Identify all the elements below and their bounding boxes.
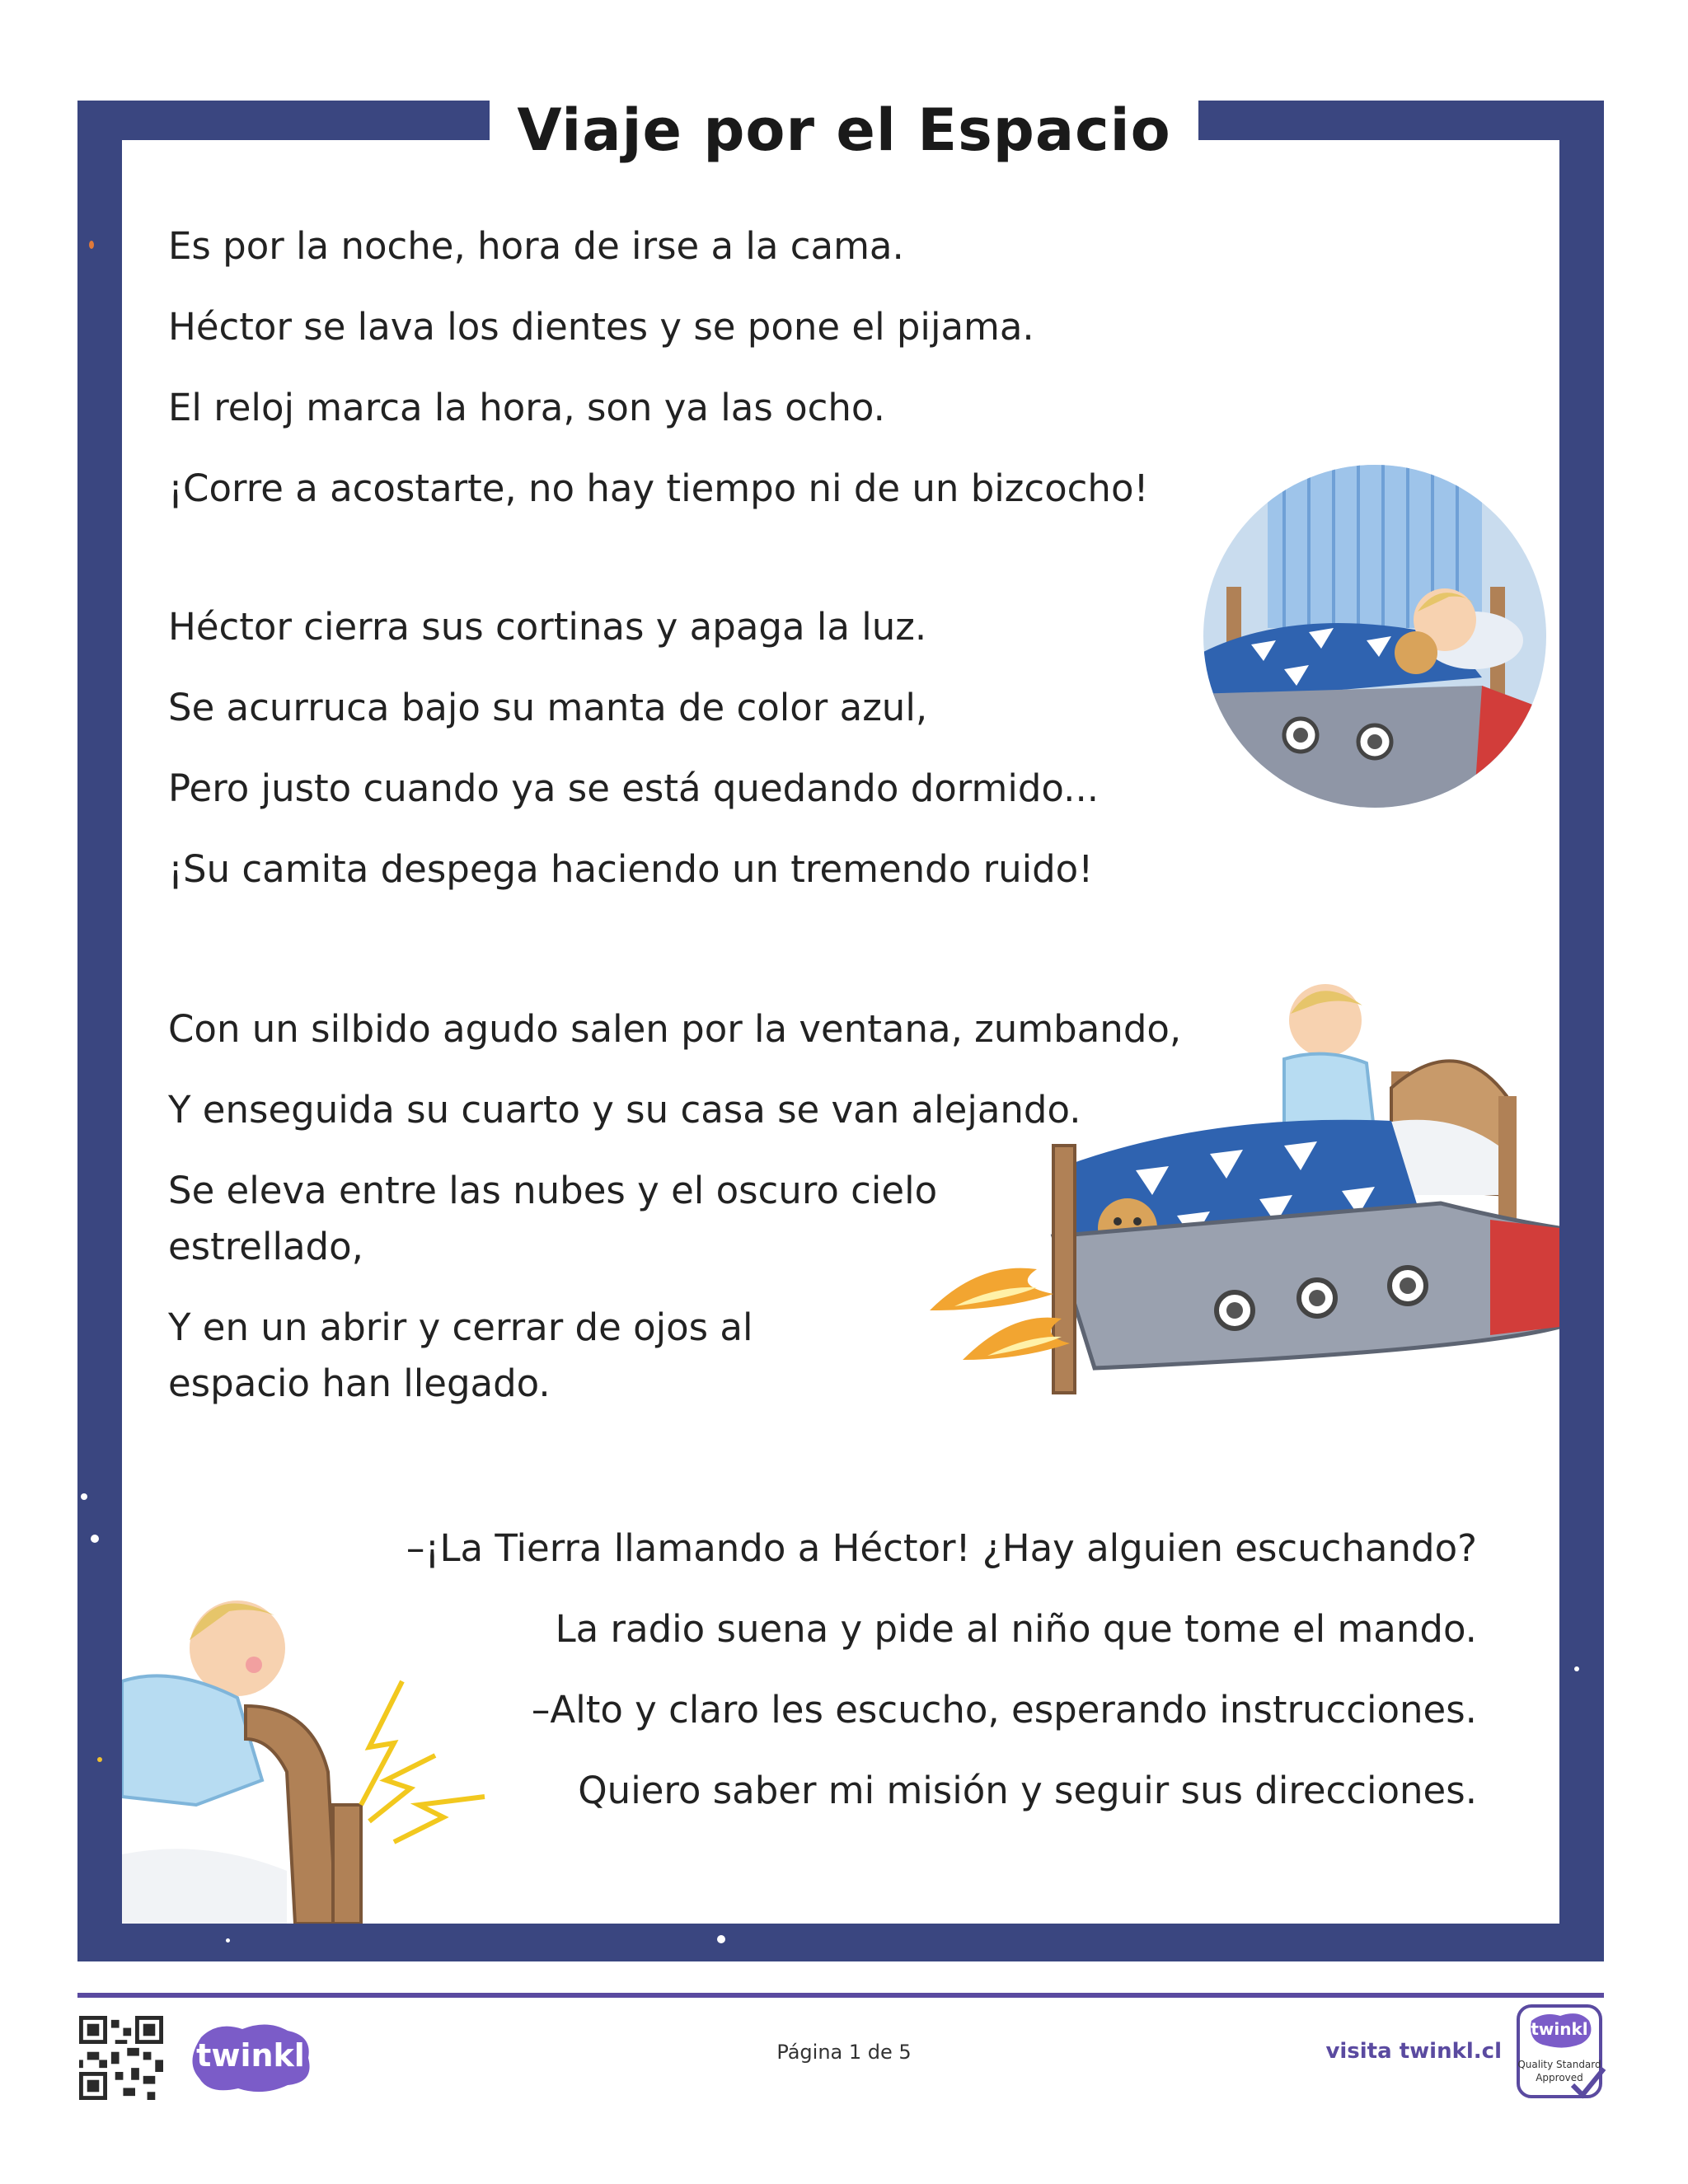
poem-line: espacio han llegado. — [168, 1361, 551, 1405]
poem-line: –Alto y claro les escucho, esperando instrucciones. — [531, 1688, 1477, 1732]
radio-boy-illustration — [122, 1558, 551, 1924]
poem-line: Se eleva entre las nubes y el oscuro cielo — [168, 1169, 938, 1212]
poem-line: Con un silbido agudo salen por la ventana, zumbando, — [168, 1007, 1182, 1051]
poem-line: Es por la noche, hora de irse a la cama. — [168, 224, 904, 268]
poem-line: La radio suena y pide al niño que tome el mando. — [555, 1607, 1477, 1651]
badge-icon — [1515, 2003, 1609, 2105]
twinkl-logo-text: twinkl — [196, 2037, 305, 2074]
footer-divider — [77, 1993, 1604, 1998]
poem-line: –¡La Tierra llamando a Héctor! ¿Hay alguien escuchando? — [406, 1526, 1477, 1570]
poem-line: Y enseguida su cuarto y su casa se van alejando. — [168, 1088, 1081, 1132]
poem-line: Héctor se lava los dientes y se pone el pijama. — [168, 305, 1034, 349]
poem-line: Se acurruca bajo su manta de color azul, — [168, 686, 928, 729]
poem-line: Quiero saber mi misión y seguir sus direcciones. — [578, 1769, 1477, 1812]
rocket-bed-illustration — [930, 981, 1559, 1442]
website-link[interactable]: visita twinkl.cl — [1325, 2039, 1502, 2064]
sleeping-boy-illustration — [1202, 463, 1548, 809]
quality-badge — [1515, 2003, 1609, 2105]
poem-line: El reloj marca la hora, son ya las ocho. — [168, 386, 885, 429]
poem-line: ¡Corre a acostarte, no hay tiempo ni de un bizcocho! — [168, 466, 1149, 510]
poem-line: estrellado, — [168, 1225, 363, 1268]
poem-line: Pero justo cuando ya se está quedando dormido... — [168, 766, 1100, 810]
badge-line2: Approved — [1536, 2072, 1583, 2083]
badge-brand: twinkl — [1531, 2019, 1588, 2039]
poem-panel — [122, 140, 1559, 1924]
badge-line1: Quality Standard — [1517, 2059, 1601, 2070]
poem-line: ¡Su camita despega haciendo un tremendo ruido! — [168, 847, 1094, 891]
page-number: Página 1 de 5 — [776, 2041, 912, 2064]
poem-line: Héctor cierra sus cortinas y apaga la luz. — [168, 605, 927, 649]
page-title: Viaje por el Espacio — [517, 96, 1171, 164]
title-banner — [490, 91, 1198, 170]
poem-line: Y en un abrir y cerrar de ojos al — [168, 1305, 753, 1349]
